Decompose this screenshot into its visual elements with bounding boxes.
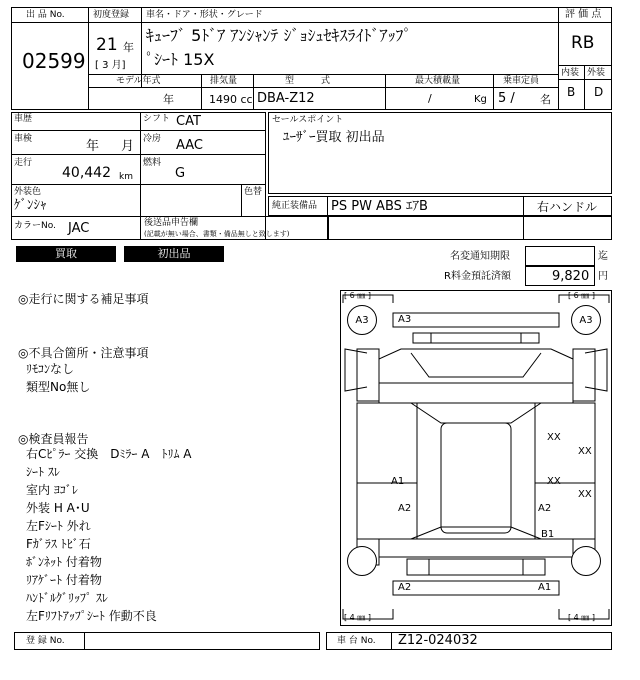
defect-line: 類型No無し	[26, 380, 91, 394]
recycle-unit: 円	[598, 271, 608, 282]
registration-label: 登 録 No.	[26, 636, 65, 646]
tyre-rear-left-label: [ 4 ㎜ ]	[344, 613, 371, 622]
tyre-front-left-label: [ 6 ㎜ ]	[344, 291, 371, 300]
mark-xx: XX	[578, 446, 592, 457]
mark-a1-left: A1	[391, 476, 405, 487]
mark-b1-right: B1	[541, 529, 555, 540]
notice-label: 名変通知期限	[450, 251, 510, 262]
equipment-value: PS PW ABS ｴｱB	[331, 199, 428, 214]
tag-purchase: 買取	[16, 246, 116, 262]
first-reg-month: [ 3 月]	[95, 60, 126, 71]
interior-label: 内装	[561, 68, 580, 78]
inspection-label: 車検	[14, 134, 33, 144]
ext-color-label: 外装色	[14, 187, 42, 197]
capacity-unit: 名	[540, 93, 551, 106]
first-reg-label: 初度登録	[93, 10, 130, 20]
mark-rear-a1: A1	[538, 582, 552, 593]
model-year-label: モデル年式	[116, 76, 161, 86]
rating-value: RB	[571, 33, 595, 53]
sales-point-label: セールスポイント	[272, 115, 344, 125]
car-name-line1: ｷｭｰﾌﾞ 5ﾄﾞｱ ｱﾝｼｬﾝﾃ ｼﾞｮｼｭｾｷｽﾗｲﾄﾞｱｯﾌﾟ	[146, 26, 412, 45]
handle-side: 右ハンドル	[537, 200, 598, 214]
color-no-value: JAC	[68, 221, 90, 236]
notice-unit: 迄	[598, 251, 608, 262]
inspector-title: ◎検査員報告	[18, 432, 89, 446]
shift-label: シフト	[143, 114, 171, 124]
mark-a2-left: A2	[398, 503, 412, 514]
mark-a2-right: A2	[538, 503, 552, 514]
driving-notes-title: ◎走行に関する補足事項	[18, 292, 149, 306]
inspector-line: Fｶﾞﾗｽ ﾄﾋﾞ石	[26, 537, 91, 551]
inspector-line: ﾘｱｹﾞｰﾄ 付着物	[26, 573, 102, 587]
displacement-value: 1490 cc	[209, 93, 253, 106]
color-change-label: 色替	[244, 187, 263, 197]
inspector-line: ﾎﾞﾝﾈｯﾄ 付着物	[26, 555, 102, 569]
ac-label: 冷房	[143, 134, 162, 144]
chassis-number: Z12-024032	[398, 633, 478, 648]
ext-color-value: ｹﾞﾝｼｬ	[14, 198, 47, 213]
recycle-label: R料金預託済額	[444, 271, 511, 282]
mark-rear-a2: A2	[398, 582, 412, 593]
capacity-value: 5 /	[498, 91, 515, 106]
wheel-rear-left	[347, 546, 377, 576]
defect-notes-title: ◎不具合箇所・注意事項	[18, 346, 149, 360]
equipment-label: 純正装備品	[272, 201, 318, 211]
lot-number: 02599	[22, 49, 86, 73]
inspection-month: 月	[121, 139, 135, 154]
interior-grade: B	[567, 85, 576, 99]
mark-xx: XX	[547, 432, 561, 443]
wheel-rear-right	[571, 546, 601, 576]
load-unit: Kg	[474, 94, 487, 105]
rating-label: 評 価 点	[565, 9, 602, 20]
lot-label: 出 品 No.	[26, 10, 65, 20]
year-unit: 年	[123, 41, 134, 54]
max-load-label: 最大積載量	[415, 76, 461, 86]
exterior-grade: D	[594, 85, 604, 99]
exterior-label: 外装	[587, 68, 606, 78]
after-goods-note: (記載が無い場合、書類・備品無しと致します)	[144, 230, 290, 238]
wheel-front-right: A3	[571, 305, 601, 335]
recycle-value: 9,820	[552, 269, 590, 284]
capacity-label: 乗車定員	[503, 76, 540, 86]
tag-first-listing: 初出品	[124, 246, 224, 262]
car-name-label: 車名・ドア・形状・グレード	[146, 10, 263, 20]
shift-value: CAT	[176, 114, 201, 129]
inspector-line: 外装 H A･U	[26, 501, 90, 515]
color-no-label: カラーNo.	[14, 221, 56, 231]
inspector-line: 左Fｼｰﾄ 外れ	[26, 519, 91, 533]
mark-xx: XX	[547, 476, 561, 487]
after-goods-label: 後送品申告欄	[144, 218, 199, 228]
inspector-line: 左Fﾘﾌﾄｱｯﾌﾟｼｰﾄ 作動不良	[26, 609, 157, 623]
mileage-label: 走行	[14, 158, 33, 168]
inspection-year: 年	[86, 139, 100, 154]
sales-point-value: ﾕｰｻﾞｰ買取 初出品	[283, 130, 385, 145]
car-diagram	[340, 290, 612, 626]
tyre-rear-right-label: [ 4 ㎜ ]	[568, 613, 595, 622]
mileage-unit: km	[119, 172, 133, 182]
model-year-suffix: 年	[163, 93, 174, 106]
mark-front-bumper: A3	[398, 314, 412, 325]
inspector-line: ﾊﾝﾄﾞﾙｸﾞﾘｯﾌﾟ ｽﾚ	[26, 591, 108, 605]
load-slash: /	[428, 92, 432, 105]
tyre-front-right-label: [ 6 ㎜ ]	[568, 291, 595, 300]
inspector-line: 室内 ﾖｺﾞﾚ	[26, 483, 78, 497]
chassis-label: 車 台 No.	[337, 636, 376, 646]
car-name-line2: ﾟｼｰﾄ 15X	[146, 50, 215, 69]
mark-xx: XX	[578, 489, 592, 500]
fuel-value: G	[175, 166, 186, 181]
fuel-label: 燃料	[143, 158, 162, 168]
type-label: 型 式	[285, 76, 331, 86]
ac-value: AAC	[176, 138, 203, 153]
car-outline-icon	[341, 291, 611, 625]
equipment-blank	[327, 216, 612, 240]
model-code: DBA-Z12	[257, 91, 315, 106]
notice-box	[525, 246, 595, 266]
first-reg-year: 21	[96, 35, 118, 55]
inspector-line: 右Cﾋﾟﾗｰ 交換 Dﾐﾗｰ A ﾄﾘﾑ A	[26, 447, 192, 461]
defect-line: ﾘﾓｺﾝなし	[26, 362, 75, 376]
mileage-value: 40,442	[62, 165, 111, 181]
wheel-front-left: A3	[347, 305, 377, 335]
inspector-line: ｼｰﾄ ｽﾚ	[26, 465, 60, 479]
displacement-label: 排気量	[210, 76, 238, 86]
history-label: 車歴	[14, 114, 33, 124]
